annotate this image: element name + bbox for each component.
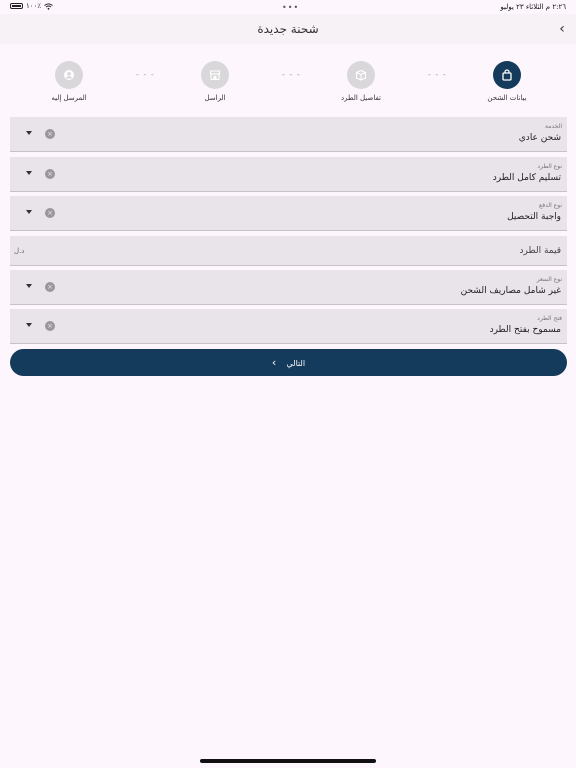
step-recipient[interactable] xyxy=(24,58,114,102)
clear-icon[interactable]: × xyxy=(45,129,55,139)
status-time-date: ٢:٢٦ م الثلاثاء ٢٣ يوليو xyxy=(500,3,566,11)
parcel-type-select[interactable] xyxy=(10,157,567,192)
caret-down-icon[interactable] xyxy=(26,210,32,214)
chevron-left-icon: › xyxy=(271,356,277,369)
field-caption: الخدمة xyxy=(545,123,562,130)
next-button[interactable] xyxy=(10,349,567,376)
shopping-bag-icon xyxy=(493,61,521,89)
field-placeholder: قيمة الطرد xyxy=(519,246,561,256)
step-label: الراسل xyxy=(204,94,226,102)
caret-down-icon[interactable] xyxy=(26,171,32,175)
nav-header xyxy=(0,14,576,44)
clear-icon[interactable]: × xyxy=(45,321,55,331)
step-parcel-details[interactable] xyxy=(316,58,406,102)
chevron-right-icon: ‹ xyxy=(559,21,565,37)
field-value: واجبة التحصيل xyxy=(507,212,561,222)
clear-icon[interactable]: × xyxy=(45,282,55,292)
clear-icon[interactable]: × xyxy=(45,208,55,218)
service-select[interactable] xyxy=(10,117,567,152)
step-separator: - - - xyxy=(136,70,155,79)
battery-icon xyxy=(10,3,23,9)
next-label: التالي xyxy=(286,359,306,368)
step-label: بيانات الشحن xyxy=(487,94,527,102)
step-shipping-data[interactable] xyxy=(462,58,552,102)
store-icon xyxy=(201,61,229,89)
home-indicator[interactable] xyxy=(200,759,376,763)
page-title: شحنة جديدة xyxy=(257,22,319,36)
stepper xyxy=(0,58,576,108)
field-value: مسموح بفتح الطرد xyxy=(489,325,561,335)
next-button-content xyxy=(10,356,567,369)
user-icon xyxy=(55,61,83,89)
multitask-dots[interactable]: ••• xyxy=(282,3,300,12)
battery-level: ١٠٠٪ xyxy=(26,2,42,10)
caret-down-icon[interactable] xyxy=(26,131,32,135)
clear-icon[interactable]: × xyxy=(45,169,55,179)
field-value: شحن عادي xyxy=(518,133,561,143)
box-icon xyxy=(347,61,375,89)
step-separator: - - - xyxy=(282,70,301,79)
payment-type-select[interactable] xyxy=(10,196,567,231)
step-separator: - - - xyxy=(428,70,447,79)
field-value: تسليم كامل الطرد xyxy=(492,173,561,183)
caret-down-icon[interactable] xyxy=(26,323,32,327)
back-button[interactable] xyxy=(556,22,568,36)
parcel-value-input[interactable] xyxy=(10,236,567,266)
field-caption: نوع السعر xyxy=(536,276,562,283)
open-parcel-select[interactable] xyxy=(10,309,567,344)
status-icons xyxy=(10,2,53,10)
caret-down-icon[interactable] xyxy=(26,284,32,288)
price-type-select[interactable] xyxy=(10,270,567,305)
field-caption: فتح الطرد xyxy=(537,315,562,322)
field-caption: نوع الدفع xyxy=(539,202,562,209)
wifi-icon xyxy=(44,3,53,10)
step-sender[interactable] xyxy=(170,58,260,102)
step-label: تفاصيل الطرد xyxy=(340,94,381,102)
status-bar xyxy=(0,0,576,14)
field-value: غير شامل مصاريف الشحن xyxy=(460,286,561,296)
field-caption: نوع الطرد xyxy=(537,163,562,170)
step-label: المرسل إليه xyxy=(51,94,87,102)
currency-suffix: د.ل xyxy=(14,247,25,255)
